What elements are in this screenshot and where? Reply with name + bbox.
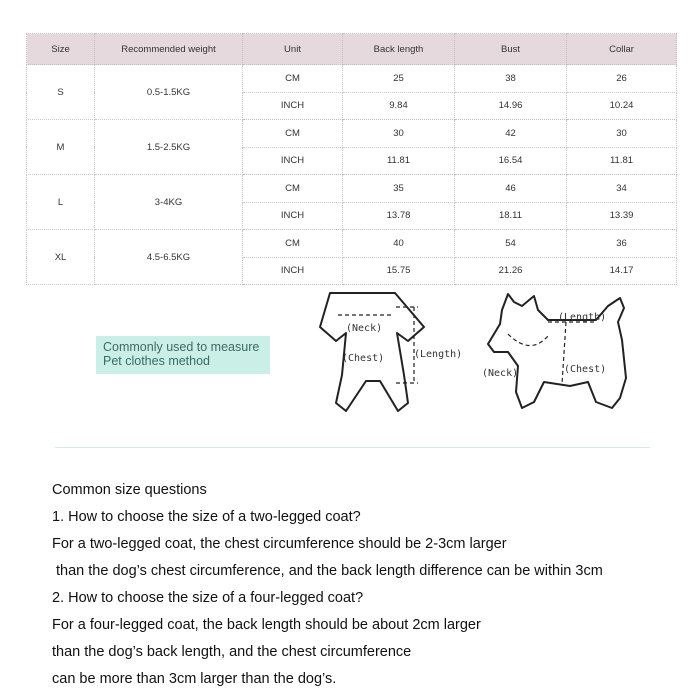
bust-cell: 14.96	[455, 92, 567, 120]
coat-outline	[320, 293, 424, 411]
table-row	[27, 120, 677, 148]
table-row	[27, 65, 677, 93]
weight-cell: 4.5-6.5KG	[95, 230, 243, 285]
collar-cell: 10.24	[567, 92, 677, 120]
collar-cell: 13.39	[567, 202, 677, 230]
column-header: Back length	[343, 34, 455, 65]
collar-cell: 34	[567, 175, 677, 203]
back-length-cell: 35	[343, 175, 455, 203]
bust-cell: 16.54	[455, 147, 567, 175]
questions-heading: Common size questions	[52, 482, 207, 498]
back-length-cell: 9.84	[343, 92, 455, 120]
weight-cell: 0.5-1.5KG	[95, 65, 243, 120]
collar-cell: 11.81	[567, 147, 677, 175]
back-length-cell: 13.78	[343, 202, 455, 230]
back-length-cell: 25	[343, 65, 455, 93]
size-cell: XL	[27, 230, 95, 285]
collar-cell: 26	[567, 65, 677, 93]
unit-cell: INCH	[243, 92, 343, 120]
table-header-row	[27, 34, 677, 65]
unit-cell: INCH	[243, 202, 343, 230]
table-row	[27, 230, 677, 258]
collar-cell: 14.17	[567, 257, 677, 285]
size-questions	[52, 481, 692, 697]
bust-cell: 38	[455, 65, 567, 93]
answer-line: For a two-legged coat, the chest circumference should be 2-3cm larger	[52, 536, 507, 552]
method-note-line: Commonly used to measure	[103, 340, 260, 354]
size-chart-table	[26, 33, 677, 285]
column-header: Collar	[567, 34, 677, 65]
back-length-cell: 15.75	[343, 257, 455, 285]
column-header: Size	[27, 34, 95, 65]
bust-cell: 54	[455, 230, 567, 258]
size-cell: M	[27, 120, 95, 175]
back-length-cell: 30	[343, 120, 455, 148]
measure-method-note	[96, 336, 270, 374]
column-header: Bust	[455, 34, 567, 65]
answer-line: For a four-legged coat, the back length should be about 2cm larger	[52, 617, 481, 633]
question-line: 1. How to choose the size of a two-legged coat?	[52, 509, 361, 525]
unit-cell: CM	[243, 120, 343, 148]
length-label: (Length)	[558, 312, 607, 323]
back-length-cell: 11.81	[343, 147, 455, 175]
unit-cell: CM	[243, 230, 343, 258]
unit-cell: CM	[243, 175, 343, 203]
section-divider	[55, 447, 650, 448]
length-label: (Length)	[414, 349, 463, 360]
dog-measure-diagram	[478, 286, 648, 416]
size-cell: L	[27, 175, 95, 230]
bust-cell: 46	[455, 175, 567, 203]
weight-cell: 1.5-2.5KG	[95, 120, 243, 175]
weight-cell: 3-4KG	[95, 175, 243, 230]
neck-label: (Neck)	[346, 323, 383, 334]
answer-line: can be more than 3cm larger than the dog’s.	[52, 671, 337, 687]
table-row	[27, 175, 677, 203]
neck-label: (Neck)	[482, 368, 519, 379]
bust-cell: 21.26	[455, 257, 567, 285]
size-cell: S	[27, 65, 95, 120]
method-note-line: Pet clothes method	[103, 354, 211, 368]
column-header: Unit	[243, 34, 343, 65]
column-header: Recommended weight	[95, 34, 243, 65]
collar-cell: 36	[567, 230, 677, 258]
back-length-cell: 40	[343, 230, 455, 258]
collar-cell: 30	[567, 120, 677, 148]
unit-cell: CM	[243, 65, 343, 93]
chest-label: (Chest)	[564, 364, 607, 375]
question-line: 2. How to choose the size of a four-legged coat?	[52, 590, 364, 606]
unit-cell: INCH	[243, 147, 343, 175]
answer-line: than the dog’s chest circumference, and the back length difference can be within 3cm	[52, 563, 603, 579]
bust-cell: 42	[455, 120, 567, 148]
unit-cell: INCH	[243, 257, 343, 285]
answer-line: than the dog’s back length, and the chest circumference	[52, 644, 412, 660]
bust-cell: 18.11	[455, 202, 567, 230]
coat-measure-diagram	[300, 285, 480, 430]
chest-label: (Chest)	[342, 353, 385, 364]
